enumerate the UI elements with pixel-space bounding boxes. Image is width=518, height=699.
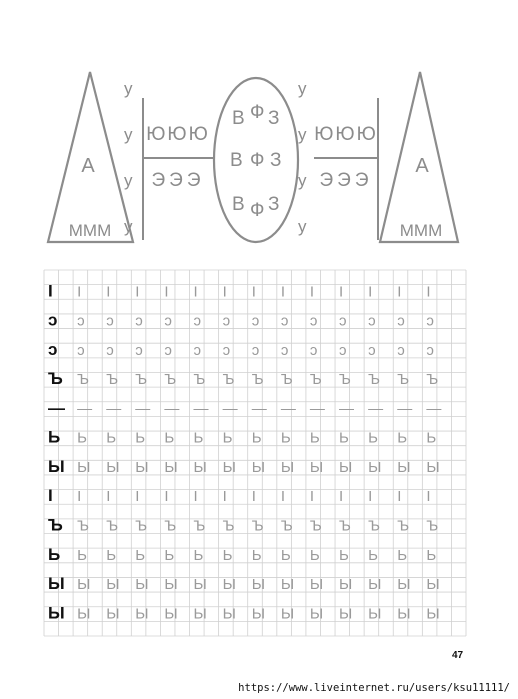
trace-letter: Ъ: [251, 517, 264, 535]
trace-letter: I: [222, 283, 227, 301]
trace-letter: ɔ: [164, 312, 172, 330]
trace-letter: Ы: [135, 458, 149, 476]
trace-letter: I: [164, 488, 169, 506]
trace-letter: I: [222, 488, 227, 506]
trace-letter: Ы: [309, 605, 324, 623]
trace-letter: Ы: [251, 458, 266, 476]
sample-letter: Ь: [48, 544, 61, 564]
source-url: https://www.liveinternet.ru/users/ksu11111/: [238, 682, 510, 694]
trace-letter: Ы: [135, 605, 149, 623]
trace-letter: Ь: [106, 546, 117, 564]
trace-letter: I: [77, 488, 82, 506]
letter-row: [48, 603, 440, 622]
trace-letter: I: [309, 283, 315, 301]
trace-letter: ɔ: [280, 312, 289, 330]
letter-row: [48, 516, 438, 535]
trace-letter: Ы: [193, 576, 207, 594]
trace-letter: Ы: [339, 576, 353, 594]
trace-letter: ɔ: [135, 312, 143, 330]
trace-letter: I: [426, 488, 431, 506]
trace-letter: ɔ: [77, 312, 85, 330]
trace-letter: Ы: [77, 458, 91, 476]
left-u-1: у: [124, 79, 133, 98]
trace-letter: I: [251, 488, 256, 506]
trace-letter: Ъ: [251, 371, 264, 389]
oval-r1-c3: З: [268, 108, 280, 129]
trace-letter: ɔ: [77, 341, 85, 359]
trace-letter: —: [339, 400, 355, 418]
trace-letter: Ь: [368, 546, 378, 564]
trace-letter: Ь: [77, 546, 87, 564]
trace-letter: Ы: [164, 576, 178, 594]
left-u-4: у: [124, 217, 133, 236]
letter-row: [48, 457, 440, 476]
trace-letter: Ы: [368, 605, 382, 623]
trace-letter: Ь: [280, 546, 291, 564]
trace-letter: —: [368, 400, 384, 418]
trace-letter: Ъ: [193, 371, 206, 389]
left-triangle-base: МММ: [68, 221, 112, 240]
trace-letter: Ъ: [397, 517, 410, 535]
sample-letter: Ъ: [48, 369, 63, 389]
letter-row: [48, 486, 431, 505]
left-u-3: у: [124, 171, 133, 190]
trace-letter: ɔ: [426, 341, 434, 359]
letter-row: [48, 281, 431, 300]
trace-letter: Ь: [397, 546, 408, 564]
trace-letter: Ь: [339, 546, 349, 564]
sample-letter: Ы: [48, 574, 65, 594]
trace-letter: Ъ: [309, 517, 322, 535]
trace-letter: ɔ: [193, 341, 202, 359]
letter-row: [48, 398, 441, 417]
oval-r2-c2: Ф: [250, 150, 265, 171]
trace-letter: I: [339, 488, 344, 506]
trace-letter: Ъ: [280, 371, 293, 389]
trace-letter: Ъ: [309, 371, 322, 389]
trace-letter: I: [397, 283, 402, 301]
trace-letter: I: [106, 283, 111, 301]
trace-letter: Ы: [77, 576, 91, 594]
trace-letter: Ы: [106, 576, 120, 594]
trace-letter: Ы: [397, 605, 411, 623]
trace-letter: Ы: [164, 605, 178, 623]
trace-letter: I: [426, 283, 431, 301]
left-box-top: ЮЮЮ: [146, 124, 210, 145]
trace-letter: I: [77, 283, 82, 301]
trace-letter: Ь: [309, 546, 320, 564]
trace-letter: Ы: [164, 458, 178, 476]
trace-letter: Ь: [106, 429, 117, 447]
trace-letter: Ъ: [426, 371, 439, 389]
trace-letter: I: [135, 283, 140, 301]
trace-letter: Ы: [77, 605, 91, 623]
letter-row: [48, 311, 434, 330]
trace-letter: ɔ: [397, 312, 405, 330]
oval-r1-c1: В: [232, 108, 245, 129]
trace-letter: Ъ: [222, 517, 235, 535]
trace-letter: Ъ: [426, 517, 439, 535]
right-box-bottom: ЭЭЭ: [319, 170, 373, 191]
trace-letter: Ь: [135, 429, 146, 447]
trace-letter: ɔ: [309, 341, 318, 359]
trace-letter: —: [426, 400, 442, 418]
trace-letter: ɔ: [193, 312, 202, 330]
trace-letter: Ы: [193, 458, 207, 476]
trace-letter: Ы: [309, 458, 324, 476]
trace-letter: ɔ: [251, 312, 260, 330]
trace-letter: Ъ: [368, 371, 381, 389]
trace-letter: Ъ: [77, 371, 89, 389]
right-triangle-base: МММ: [399, 221, 443, 240]
trace-letter: I: [309, 488, 315, 506]
trace-letter: ɔ: [339, 312, 347, 330]
oval-r3-c2: Ф: [250, 200, 265, 221]
trace-letter: Ь: [164, 546, 175, 564]
trace-letter: Ъ: [397, 371, 410, 389]
trace-letter: Ь: [135, 546, 146, 564]
trace-letter: Ы: [397, 458, 411, 476]
trace-letter: I: [193, 283, 198, 301]
trace-letter: Ь: [193, 429, 204, 447]
left-triangle-letter: А: [81, 155, 95, 177]
trace-letter: I: [135, 488, 140, 506]
trace-letter: I: [339, 283, 344, 301]
trace-letter: ɔ: [135, 341, 143, 359]
sample-letter: —: [48, 398, 65, 418]
trace-letter: Ы: [251, 576, 266, 594]
sample-letter: Ъ: [48, 515, 63, 535]
trace-letter: Ъ: [164, 517, 177, 535]
right-u-1: у: [298, 79, 307, 98]
trace-letter: Ы: [339, 458, 353, 476]
trace-letter: Ъ: [339, 517, 351, 535]
trace-letter: Ы: [309, 576, 324, 594]
trace-letter: —: [193, 400, 209, 418]
sample-letter: ɔ: [48, 339, 58, 359]
trace-letter: Ы: [280, 458, 295, 476]
trace-letter: Ь: [397, 429, 408, 447]
trace-letter: Ь: [309, 429, 320, 447]
trace-letter: Ы: [222, 576, 236, 594]
trace-letter: I: [280, 488, 285, 506]
letter-row: [48, 340, 434, 359]
left-box-bottom: ЭЭЭ: [151, 170, 205, 191]
trace-letter: Ь: [251, 546, 262, 564]
oval-r3-c1: В: [232, 194, 245, 215]
trace-letter: Ы: [397, 576, 411, 594]
trace-letter: ɔ: [222, 341, 231, 359]
trace-letter: Ъ: [135, 517, 148, 535]
trace-letter: —: [251, 400, 267, 418]
trace-letter: —: [222, 400, 238, 418]
page-number: 47: [452, 650, 464, 661]
trace-letter: Ь: [77, 429, 87, 447]
trace-letter: Ъ: [164, 371, 177, 389]
trace-letter: —: [164, 400, 180, 418]
trace-letter: I: [280, 283, 285, 301]
trace-letter: I: [251, 283, 256, 301]
trace-letter: ɔ: [339, 341, 347, 359]
sample-letter: I: [48, 281, 53, 301]
trace-letter: Ы: [222, 605, 236, 623]
sample-letter: I: [48, 486, 53, 506]
trace-letter: Ы: [368, 458, 382, 476]
trace-letter: Ъ: [339, 371, 351, 389]
trace-letter: Ъ: [193, 517, 206, 535]
trace-letter: ɔ: [368, 312, 376, 330]
trace-letter: Ь: [222, 546, 233, 564]
oval-r2-c3: З: [270, 150, 282, 171]
trace-letter: I: [106, 488, 111, 506]
trace-letter: Ь: [426, 429, 437, 447]
trace-letter: Ы: [251, 605, 266, 623]
trace-letter: Ы: [222, 458, 236, 476]
trace-letter: I: [368, 283, 373, 301]
trace-letter: Ы: [280, 576, 295, 594]
trace-letter: Ъ: [77, 517, 89, 535]
trace-letter: Ь: [164, 429, 175, 447]
right-triangle-letter: А: [415, 155, 429, 177]
trace-letter: ɔ: [106, 341, 114, 359]
trace-letter: Ы: [426, 576, 440, 594]
oval-r1-c2: Ф: [250, 102, 265, 123]
letter-row: [48, 428, 436, 447]
trace-letter: Ь: [280, 429, 291, 447]
trace-letter: I: [164, 283, 169, 301]
sample-letter: ɔ: [48, 310, 58, 330]
trace-letter: ɔ: [426, 312, 434, 330]
trace-letter: I: [368, 488, 373, 506]
trace-letter: Ъ: [368, 517, 381, 535]
trace-letter: ɔ: [280, 341, 289, 359]
trace-letter: ɔ: [309, 312, 318, 330]
letter-row: [48, 574, 440, 593]
trace-letter: I: [193, 488, 198, 506]
trace-letter: Ъ: [222, 371, 235, 389]
trace-letter: —: [77, 400, 93, 418]
letter-row: [48, 369, 438, 388]
sample-letter: Ы: [48, 603, 65, 623]
right-u-3: у: [298, 171, 307, 190]
trace-letter: —: [397, 400, 413, 418]
trace-letter: ɔ: [397, 341, 405, 359]
trace-letter: Ь: [222, 429, 233, 447]
oval-r3-c3: З: [268, 194, 280, 215]
right-u-2: у: [298, 125, 307, 144]
trace-letter: ɔ: [222, 312, 231, 330]
trace-letter: Ь: [339, 429, 349, 447]
trace-letter: Ъ: [135, 371, 148, 389]
trace-letter: ɔ: [106, 312, 114, 330]
trace-letter: ɔ: [164, 341, 172, 359]
right-u-4: у: [298, 217, 307, 236]
sample-letter: Ы: [48, 456, 65, 476]
trace-letter: —: [106, 400, 122, 418]
sample-letter: Ь: [48, 427, 61, 447]
oval-r2-c1: В: [230, 150, 243, 171]
trace-letter: Ь: [368, 429, 378, 447]
trace-letter: —: [280, 400, 296, 418]
trace-letter: Ь: [193, 546, 204, 564]
trace-letter: Ы: [339, 605, 353, 623]
trace-letter: Ы: [426, 605, 440, 623]
trace-letter: ɔ: [251, 341, 260, 359]
trace-letter: —: [135, 400, 151, 418]
trace-letter: Ъ: [106, 517, 119, 535]
trace-letter: Ы: [106, 458, 120, 476]
trace-letter: Ы: [426, 458, 440, 476]
right-box-top: ЮЮЮ: [314, 124, 378, 145]
trace-letter: Ы: [280, 605, 295, 623]
trace-letter: —: [309, 400, 325, 418]
trace-letter: Ъ: [106, 371, 119, 389]
trace-letter: Ь: [251, 429, 262, 447]
trace-letter: Ы: [106, 605, 120, 623]
trace-letter: Ь: [426, 546, 437, 564]
trace-letter: Ъ: [280, 517, 293, 535]
trace-letter: ɔ: [368, 341, 376, 359]
letter-row: [48, 545, 436, 564]
trace-letter: I: [397, 488, 402, 506]
left-u-2: у: [124, 125, 133, 144]
trace-letter: Ы: [193, 605, 207, 623]
trace-letter: Ы: [368, 576, 382, 594]
trace-letter: Ы: [135, 576, 149, 594]
